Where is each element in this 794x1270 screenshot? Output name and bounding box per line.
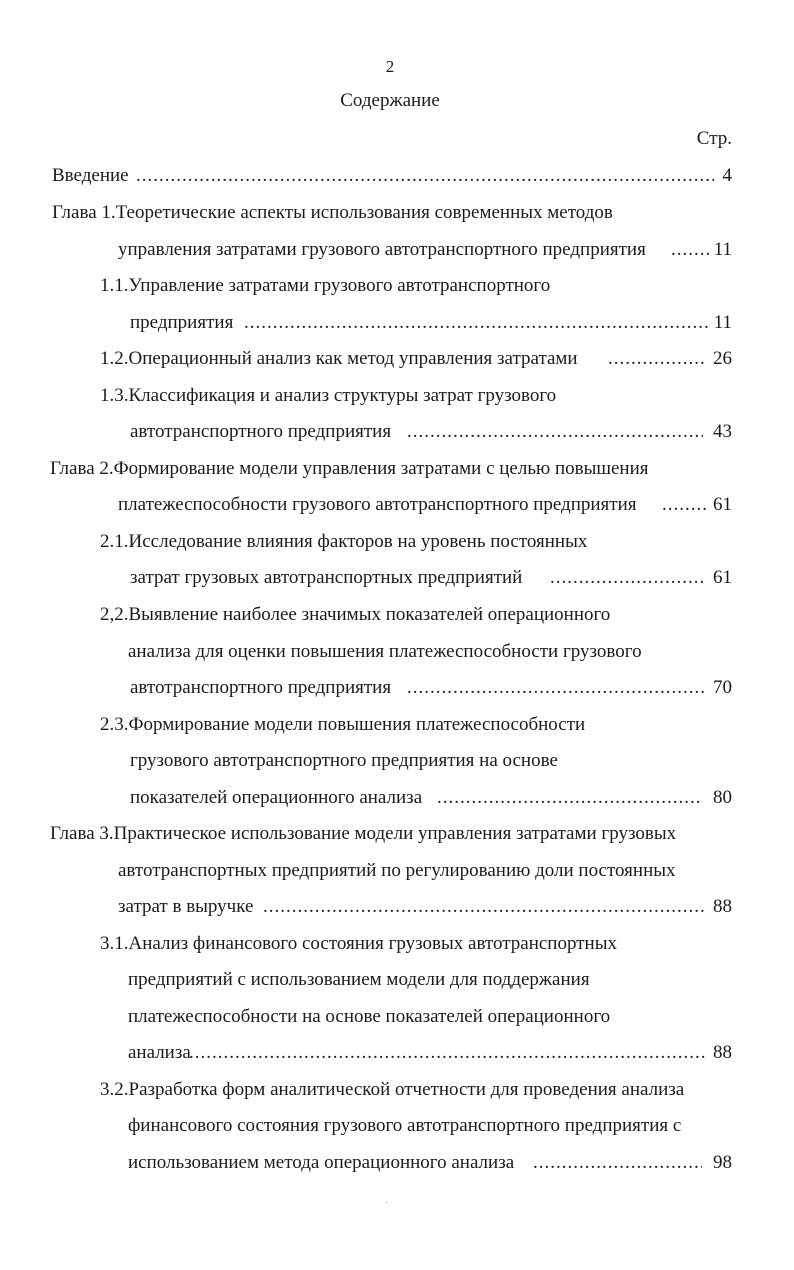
toc-page-number: 11 <box>713 312 732 333</box>
toc-line: автотранспортного предприятия <box>130 421 392 442</box>
toc-line: затрат в выручке <box>118 896 254 917</box>
toc-leader-dots <box>671 238 709 262</box>
toc-line: автотранспортных предприятий по регулированию доли постоянных <box>118 860 676 881</box>
toc-line: показателей операционного анализа <box>130 787 423 808</box>
toc-line: платежеспособности на основе показателей операционного <box>128 1006 611 1027</box>
toc-line: 1.3.Классификация и анализ структуры затрат грузового <box>100 385 557 406</box>
toc-page-number: 26 <box>713 348 732 369</box>
toc-leader-dots <box>437 786 703 810</box>
toc-line: предприятия <box>130 312 234 333</box>
toc-leader-dots <box>244 311 711 335</box>
toc-page-number: 88 <box>713 896 732 917</box>
toc-line: предприятий с использованием модели для поддержания <box>128 969 590 990</box>
toc-leader-dots <box>407 676 706 700</box>
toc-leader-dots <box>263 895 705 919</box>
toc-line: 3.1.Анализ финансового состояния грузовых автотранспортных <box>100 933 617 954</box>
page-number: 2 <box>385 57 395 76</box>
toc-line: 1.2.Операционный анализ как метод управления затратами <box>100 348 578 369</box>
toc-line: Введение <box>52 165 129 186</box>
toc-page-number: 11 <box>713 239 732 260</box>
toc-line: грузового автотранспортного предприятия на основе <box>130 750 558 771</box>
toc-line: анализа для оценки повышения платежеспособности грузового <box>128 641 642 662</box>
toc-leader-dots <box>136 164 714 188</box>
toc-leader-dots <box>533 1151 702 1175</box>
toc-leader-dots <box>407 420 703 444</box>
toc-line: финансового состояния грузового автотранспортного предприятия с <box>128 1115 682 1136</box>
toc-page-number: 61 <box>713 567 732 588</box>
toc-page-number: 4 <box>722 165 732 186</box>
toc-line: затрат грузовых автотранспортных предприятий <box>130 567 523 588</box>
toc-leader-dots <box>189 1041 705 1065</box>
toc-line: использованием метода операционного анализа <box>128 1152 515 1173</box>
scan-speck: · <box>385 1198 389 1209</box>
toc-leader-dots <box>662 493 708 517</box>
page-column-header: Стр. <box>696 128 732 149</box>
toc-page-number: 43 <box>713 421 732 442</box>
toc-line: 2.3.Формирование модели повышения платежеспособности <box>100 714 586 735</box>
toc-page-number: 61 <box>713 494 732 515</box>
page-title: Содержание <box>340 90 440 111</box>
toc-line: Глава 2.Формирование модели управления затратами с целью повышения <box>50 458 649 479</box>
toc-page-number: 88 <box>713 1042 732 1063</box>
toc-page-number: 70 <box>713 677 732 698</box>
toc-page-number: 98 <box>713 1152 732 1173</box>
toc-page-number: 80 <box>713 787 732 808</box>
toc-line: Глава 1.Теоретические аспекты использования современных методов <box>52 202 613 223</box>
toc-line: платежеспособности грузового автотранспортного предприятия <box>118 494 637 515</box>
toc-line: Глава 3.Практическое использование модели управления затратами грузовых <box>50 823 677 844</box>
toc-line: 2,2.Выявление наиболее значимых показателей операционного <box>100 604 611 625</box>
toc-line: 3.2.Разработка форм аналитической отчетности для проведения анализа <box>100 1079 685 1100</box>
toc-line: автотранспортного предприятия <box>130 677 392 698</box>
toc-line: управления затратами грузового автотранспортного предприятия <box>118 239 646 260</box>
toc-line: 1.1.Управление затратами грузового автотранспортного <box>100 275 551 296</box>
toc-line: 2.1.Исследование влияния факторов на уровень постоянных <box>100 531 588 552</box>
toc-line: анализа <box>128 1042 191 1063</box>
toc-leader-dots <box>608 347 706 371</box>
toc-leader-dots <box>550 566 706 590</box>
